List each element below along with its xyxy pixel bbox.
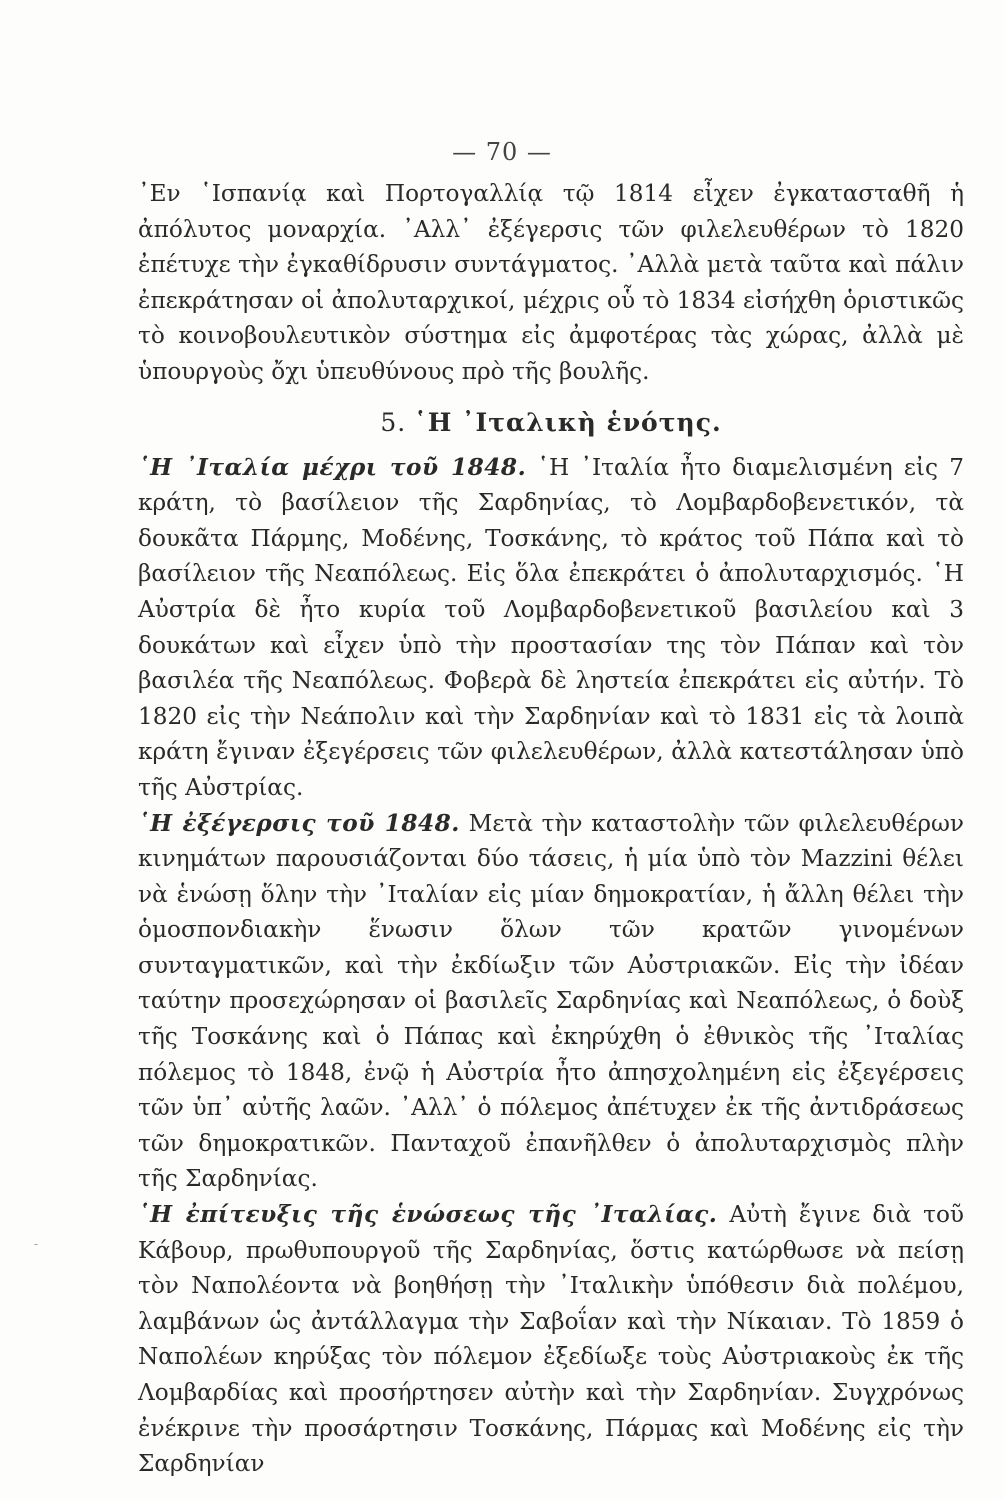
- page-number: — 70 —: [452, 138, 552, 166]
- subheading-unification: ῾Η ἐπίτευξις τῆς ἑνώσεως τῆς ᾿Ιταλίας.: [138, 1201, 718, 1229]
- margin-mark: -: [34, 1237, 39, 1251]
- paragraph-text: Αὐτὴ ἔγινε διὰ τοῦ Κάβουρ, πρωθυπουργοῦ τῆς Σαρδηνίας, ὅστις κατώρθωσε νὰ πείσῃ τὸν Ναπολέοντα νὰ βοηθήσῃ τὴν ᾿Ιταλικὴν ὑπόθεσιν διὰ πολέμου, λαμβάνων ὡς ἀντάλλαγμα τὴν Σαβοΐαν καὶ τὴν Νίκαιαν. Τὸ 1859 ὁ Ναπολέων κηρύξας τὸν πόλεμον ἐξεδίωξε τοὺς Αὐστριακοὺς ἐκ τῆς Λομβαρδίας καὶ προσήρτησεν αὐτὴν καὶ τὴν Σαρδηνίαν. Συγχρόνως ἐνέκρινε τὴν προσάρτησιν Τοσκάνης, Πάρμας καὶ Μοδένης εἰς τὴν Σαρδηνίαν: [138, 1201, 965, 1478]
- paragraph-uprising-1848: [138, 806, 964, 1198]
- paragraph-italy-before-1848: [138, 450, 964, 806]
- paragraph-text: ῾Η ᾿Ιταλία ἦτο διαμελισμένη εἰς 7 κράτη, τὸ βασίλειον τῆς Σαρδηνίας, τὸ Λομβαρδοβενετικόν, τὰ δουκᾶτα Πάρμης, Μοδένης, Τοσκάνης, τὸ κράτος τοῦ Πάπα καὶ τὸ βασίλειον τῆς Νεαπόλεως. Εἰς ὅλα ἐπεκράτει ὁ ἀπολυταρχισμός. ῾Η Αὐστρία δὲ ἦτο κυρία τοῦ Λομβαρδοβενετικοῦ βασιλείου καὶ 3 δουκάτων καὶ εἶχεν ὑπὸ τὴν προστασίαν της τὸν Πάπαν καὶ τὸν βασιλέα τῆς Νεαπόλεως. Φοβερὰ δὲ ληστεία ἐπεκράτει εἰς αὐτήν. Τὸ 1820 εἰς τὴν Νεάπολιν καὶ τὴν Σαρδηνίαν καὶ τὸ 1831 εἰς τὰ λοιπὰ κράτη ἔγιναν ἐξεγέρσεις τῶν φιλελευθέρων, ἀλλὰ κατεστάλησαν ὑπὸ τῆς Αὐστρίας.: [138, 453, 964, 801]
- subheading-italy-before-1848: ῾Η ᾿Ιταλία μέχρι τοῦ 1848.: [138, 453, 527, 481]
- section-heading: [138, 406, 964, 440]
- subheading-uprising-1848: ῾Η ἐξέγερσις τοῦ 1848.: [138, 809, 460, 837]
- paragraph-unification: [138, 1197, 964, 1482]
- paragraph-text: Μετὰ τὴν καταστολὴν τῶν φιλελευθέρων κινημάτων παρουσιάζονται δύο τάσεις, ἡ μία ὑπὸ τὸν Mazzini θέλει νὰ ἑνώσῃ ὅλην τὴν ᾿Ιταλίαν εἰς μίαν δημοκρατίαν, ἡ ἄλλη θέλει τὴν ὁμοσπονδιακὴν ἕνωσιν ὅλων τῶν κρατῶν γινομένων συνταγματικῶν, καὶ τὴν ἐκδίωξιν τῶν Αὐστριακῶν. Εἰς τὴν ἰδέαν ταύτην προσεχώρησαν οἱ βασιλεῖς Σαρδηνίας καὶ Νεαπόλεως, ὁ δοὺξ τῆς Τοσκάνης καὶ ὁ Πάπας καὶ ἐκηρύχθη ὁ ἐθνικὸς τῆς ᾿Ιταλίας πόλεμος τὸ 1848, ἐνῷ ἡ Αὐστρία ἦτο ἀπησχολημένη εἰς ἐξεγέρσεις τῶν ὑπ᾿ αὐτῆς λαῶν. ᾿Αλλ᾿ ὁ πόλεμος ἀπέτυχεν ἐκ τῆς ἀντιδράσεως τῶν δημοκρατικῶν. Πανταχοῦ ἐπανῆλθεν ὁ ἀπολυταρχισμὸς πλὴν τῆς Σαρδηνίας.: [138, 809, 964, 1193]
- text-block: [138, 176, 964, 1482]
- paragraph-spain-portugal: ᾿Εν ῾Ισπανίᾳ καὶ Πορτογαλλίᾳ τῷ 1814 εἶχεν ἐγκατασταθῆ ἡ ἀπόλυτος μοναρχία. ᾿Αλλ᾿ ἐξέγερσις τῶν φιλελευθέρων τὸ 1820 ἐπέτυχε τὴν ἐγκαθίδρυσιν συντάγματος. ᾿Αλλὰ μετὰ ταῦτα καὶ πάλιν ἐπεκράτησαν οἱ ἀπολυταρχικοί, μέχρις οὗ τὸ 1834 εἰσήχθη ὁριστικῶς τὸ κοινοβουλευτικὸν σύστημα εἰς ἀμφοτέρας τὰς χώρας, ἀλλὰ μὲ ὑπουργοὺς ὄχι ὑπευθύνους πρὸ τῆς βουλῆς.: [138, 180, 964, 385]
- section-title: ῾Η ᾿Ιταλικὴ ἑνότης.: [414, 407, 722, 437]
- section-number: 5.: [380, 407, 407, 437]
